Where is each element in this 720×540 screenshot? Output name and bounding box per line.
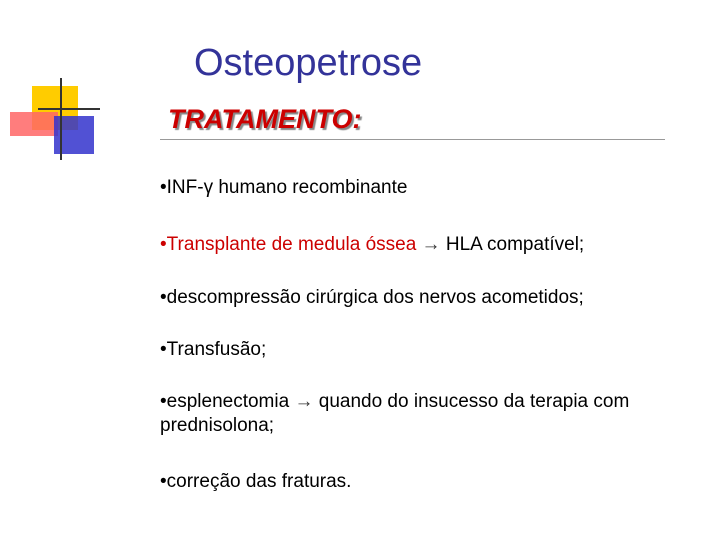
- title-divider: [160, 139, 665, 140]
- bullet-marker: •: [160, 234, 167, 255]
- slide-title: Osteopetrose: [194, 42, 423, 84]
- bullet-item: [160, 470, 351, 494]
- bullet-text: INF-γ humano recombinante: [166, 177, 408, 198]
- bullet-item: [160, 338, 266, 362]
- bullet-highlight-text: Transplante de medula óssea: [166, 234, 417, 255]
- bullet-text: quando do insucesso da terapia com prednisolona;: [160, 391, 630, 436]
- decor-horizontal-line: [38, 108, 100, 110]
- bullet-text: HLA compatível;: [445, 234, 585, 255]
- bullet-item: [160, 233, 584, 257]
- bullet-text: Transfusão;: [166, 339, 267, 360]
- bullet-text: descompressão cirúrgica dos nervos acometidos;: [166, 287, 584, 308]
- decor-vertical-line: [60, 78, 62, 160]
- bullet-item: [160, 286, 584, 310]
- bullet-marker: •: [160, 339, 167, 360]
- slide-subtitle: TRATAMENTO:: [168, 104, 362, 134]
- arrow-symbol: →: [289, 391, 319, 412]
- bullet-marker: •: [160, 177, 167, 198]
- bullet-marker: •: [160, 287, 167, 308]
- bullet-text: esplenectomia: [166, 391, 290, 412]
- bullet-marker: •: [160, 471, 167, 492]
- bullet-marker: •: [160, 391, 167, 412]
- decor-red-bar: [10, 112, 58, 136]
- bullet-text: correção das fraturas.: [166, 471, 352, 492]
- arrow-symbol: →: [416, 234, 446, 255]
- bullet-item: [160, 176, 407, 200]
- bullet-item: [160, 390, 670, 438]
